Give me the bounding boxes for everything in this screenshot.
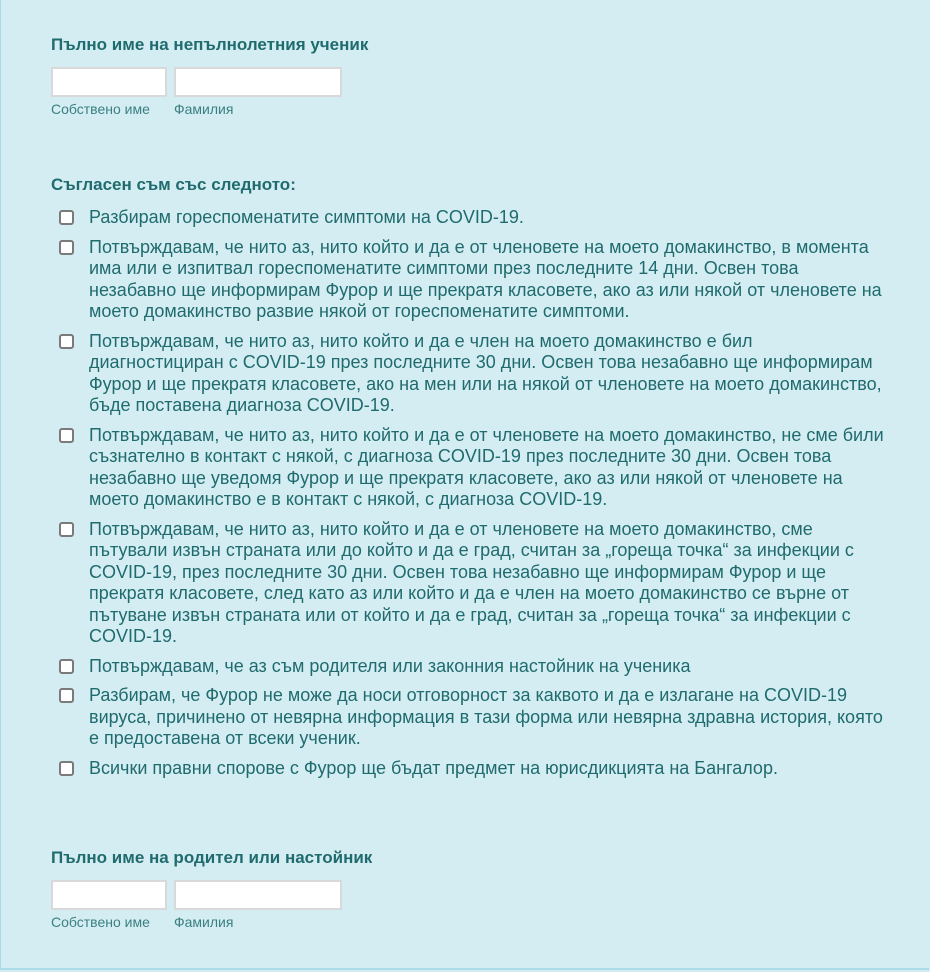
consent-section	[51, 175, 891, 787]
checkbox[interactable]	[59, 428, 74, 443]
checkbox[interactable]	[59, 240, 74, 255]
consent-heading: Съгласен съм със следното:	[51, 175, 296, 194]
student-name-heading: Пълно име на непълнолетния ученик	[51, 35, 369, 54]
consent-option-label[interactable]: Потвърждавам, че аз съм родителя или законния настойник на ученика	[89, 655, 691, 676]
checkbox[interactable]	[59, 522, 74, 537]
consent-option-label[interactable]: Потвърждавам, че нито аз, нито който и да е от членовете на моето домакинство, сме пътували извън страната или до който и да е град, считан за „гореща точка“ за инфекции с COVID-19, през последните 30 дни. Освен това незабавно ще информирам Фурор и ще прекратя класовете, след като аз или който и да е член на моето домакинство се върне от пътуване извън страната или от който и да е град, считан за „гореща точка“ за инфекции с COVID-19.	[89, 518, 854, 646]
parent-first-name-input[interactable]	[51, 880, 167, 910]
consent-option-label[interactable]: Всички правни спорове с Фурор ще бъдат предмет на юрисдикцията на Бангалор.	[89, 757, 778, 778]
consent-option[interactable]	[51, 656, 891, 678]
student-first-name-field	[51, 67, 167, 117]
consent-option[interactable]	[51, 207, 891, 229]
consent-option[interactable]	[51, 331, 891, 417]
consent-option-label[interactable]: Потвърждавам, че нито аз, нито който и да е от членовете на моето домакинство, не сме били съзнателно в контакт с някой, с диагноза COVID-19 през последните 30 дни. Освен това незабавно ще уведомя Фурор и ще прекратя класовете, ако аз или някой от членовете на моето домакинство е в контакт с някой, с диагноза COVID-19.	[89, 424, 884, 509]
parent-last-name-field	[174, 880, 342, 930]
parent-last-name-label: Фамилия	[174, 914, 234, 930]
consent-option-label[interactable]: Потвърждавам, че нито аз, нито който и да е от членовете на моето домакинство, в момента има или е изпитвал гореспоменатите симптоми през последните 14 дни. Освен това незабавно ще информирам Фурор и ще прекратя класовете, ако аз или някой от членовете на моето домакинство развие някой от гореспоменатите симптоми.	[89, 236, 882, 321]
checkbox[interactable]	[59, 688, 74, 703]
consent-option[interactable]	[51, 237, 891, 323]
student-name-section	[51, 35, 368, 117]
parent-name-section	[51, 848, 372, 930]
consent-option[interactable]	[51, 685, 891, 750]
consent-option[interactable]	[51, 758, 891, 780]
consent-option-label[interactable]: Потвърждавам, че нито аз, нито който и да е член на моето домакинство е бил диагностициран с COVID-19 през последните 30 дни. Освен това незабавно ще информирам Фурор и ще прекратя класовете, ако на мен или на някой от членовете на моето домакинство, бъде поставена диагноза COVID-19.	[89, 330, 882, 415]
checkbox[interactable]	[59, 334, 74, 349]
checkbox[interactable]	[59, 659, 74, 674]
parent-last-name-input[interactable]	[174, 880, 342, 910]
student-first-name-input[interactable]	[51, 67, 167, 97]
parent-first-name-field	[51, 880, 167, 930]
consent-option[interactable]	[51, 425, 891, 511]
student-first-name-label: Собствено име	[51, 101, 150, 117]
consent-option[interactable]	[51, 519, 891, 648]
student-last-name-field	[174, 67, 342, 117]
checkbox[interactable]	[59, 761, 74, 776]
consent-option-label[interactable]: Разбирам, че Фурор не може да носи отговорност за каквото и да е излагане на COVID-19 вируса, причинено от невярна информация в тази форма или невярна здравна история, която е предоставена от всеки ученик.	[89, 685, 883, 748]
student-last-name-input[interactable]	[174, 67, 342, 97]
student-last-name-label: Фамилия	[174, 101, 234, 117]
checkbox[interactable]	[59, 210, 74, 225]
parent-first-name-label: Собствено име	[51, 914, 150, 930]
parent-name-heading: Пълно име на родител или настойник	[51, 848, 373, 867]
consent-option-label[interactable]: Разбирам гореспоменатите симптоми на COVID-19.	[89, 207, 524, 227]
